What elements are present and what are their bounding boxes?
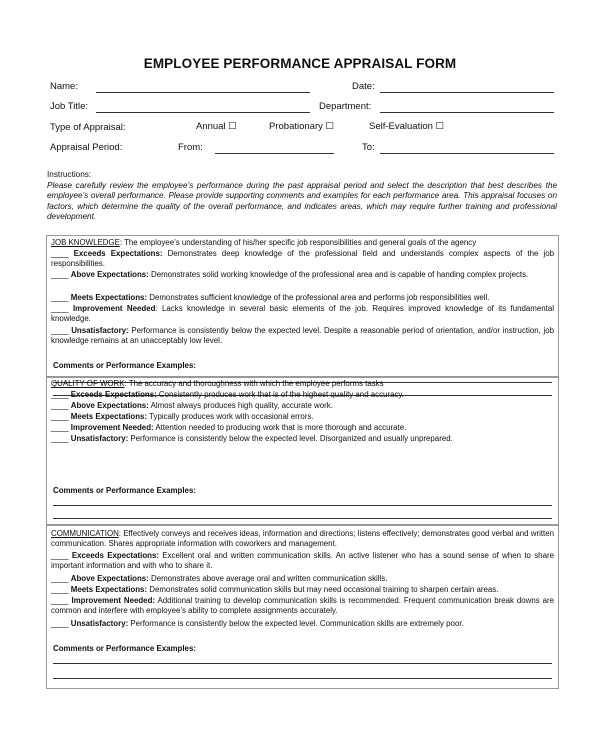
comments-label: Comments or Performance Examples: (53, 644, 196, 653)
job-knowledge-section (46, 235, 559, 377)
probationary-checkbox[interactable]: Probationary ☐ (269, 121, 335, 132)
job-title-label: Job Title: (50, 101, 89, 112)
rating-meets[interactable]: ____ Meets Expectations: Demonstrates solid communication skills but may need occasional training to sharpen certain areas. (51, 585, 499, 594)
annual-checkbox[interactable]: Annual ☐ (196, 121, 237, 132)
rating-exceeds[interactable]: ____ Exceeds Expectations: Excellent oral and written communication skills. An active listener who has a sound sense of when to share important information and with who to share it. (51, 551, 554, 571)
rating-improvement[interactable]: ____ Improvement Needed: Lacks knowledge in several basic elements of the job. Requires improved knowledge of its fundamental knowledge. (51, 304, 554, 324)
instructions-text: Please carefully review the employee’s performance during the past appraisal period and select the description that best describes the employee’s overall performance. Please provide supporting comments and examples for each performance area. This appraisal focuses on factors, which determine the quality of the overall performance, and indicates areas, which may require further training and professional development. (47, 180, 557, 222)
appraisal-period-label: Appraisal Period: (50, 142, 123, 153)
comments-label: Comments or Performance Examples: (53, 361, 196, 370)
rating-above[interactable]: ____ Above Expectations: Demonstrates above average oral and written communication skills. (51, 574, 388, 583)
date-field[interactable] (380, 92, 554, 93)
to-date-field[interactable] (380, 153, 554, 154)
rating-unsatisfactory[interactable]: ____ Unsatisfactory: Performance is consistently below the expected level. Communication skills are extremely poor. (51, 619, 464, 628)
job-title-field[interactable] (96, 112, 310, 113)
rating-unsatisfactory[interactable]: ____ Unsatisfactory: Performance is consistently below the expected level. Despite a reasonable period of orientation, and/or instruction, job knowledge remains at an unacceptably low level. (51, 326, 554, 346)
section-heading: JOB KNOWLEDGE (51, 238, 120, 247)
comment-line[interactable] (53, 678, 552, 679)
name-field[interactable] (96, 92, 310, 93)
comment-line[interactable] (53, 518, 552, 519)
comment-line[interactable] (53, 663, 552, 664)
comment-line[interactable] (53, 505, 552, 506)
communication-desc: COMMUNICATION: Effectively conveys and receives ideas, information and directions; listens effectively; demonstrates good verbal and written communication. Shares appropriate information with coworkers and management. (51, 529, 554, 549)
date-label: Date: (352, 81, 375, 92)
rating-exceeds[interactable]: ____ Exceeds Expectations: Consistently produces work that is of the highest quality and accuracy. (51, 390, 404, 399)
rating-meets[interactable]: ____ Meets Expectations: Demonstrates sufficient knowledge of the professional area and performs job responsibilities well. (51, 293, 490, 302)
rating-improvement[interactable]: ____ Improvement Needed: Attention needed to producing work that is more thorough and accurate. (51, 423, 407, 432)
department-field[interactable] (380, 112, 554, 113)
quality-of-work-desc: QUALITY OF WORK: The accuracy and thoroughness with which the employee performs tasks (51, 379, 384, 388)
instructions-heading: Instructions: (47, 170, 92, 179)
rating-exceeds[interactable]: ____ Exceeds Expectations: Demonstrates deep knowledge of the professional field and understands complex aspects of the job responsibilities. (51, 249, 554, 269)
rating-unsatisfactory[interactable]: ____ Unsatisfactory: Performance is consistently below the expected level. Disorganized and usually unprepared. (51, 434, 453, 443)
rating-meets[interactable]: ____ Meets Expectations: Typically produces work with occasional errors. (51, 412, 314, 421)
communication-section (46, 525, 559, 689)
type-of-appraisal-label: Type of Appraisal: (50, 122, 126, 133)
job-knowledge-desc: JOB KNOWLEDGE: The employee’s understanding of his/her specific job responsibilities and general goals of the agency (51, 238, 477, 247)
rating-above[interactable]: ____ Above Expectations: Almost always produces high quality, accurate work. (51, 401, 333, 410)
to-label: To: (362, 142, 375, 153)
department-label: Department: (319, 101, 372, 112)
section-heading: COMMUNICATION (51, 529, 119, 538)
instructions-block (47, 170, 557, 223)
rating-above[interactable]: ____ Above Expectations: Demonstrates solid working knowledge of the professional area and is capable of handing complex projects. (51, 270, 529, 279)
rating-improvement[interactable]: ____ Improvement Needed: Additional training to develop communication skills is recommended. Frequent communication break downs are common and interfere with employee’s ability to complete assignments accurately. (51, 596, 554, 616)
form-title: EMPLOYEE PERFORMANCE APPRAISAL FORM (143, 56, 457, 71)
from-date-field[interactable] (215, 153, 334, 154)
quality-of-work-section (46, 377, 559, 525)
section-heading: QUALITY OF WORK (51, 379, 125, 388)
from-label: From: (178, 142, 203, 153)
name-label: Name: (50, 81, 78, 92)
comments-label: Comments or Performance Examples: (53, 486, 196, 495)
self-evaluation-checkbox[interactable]: Self-Evaluation ☐ (369, 121, 445, 132)
